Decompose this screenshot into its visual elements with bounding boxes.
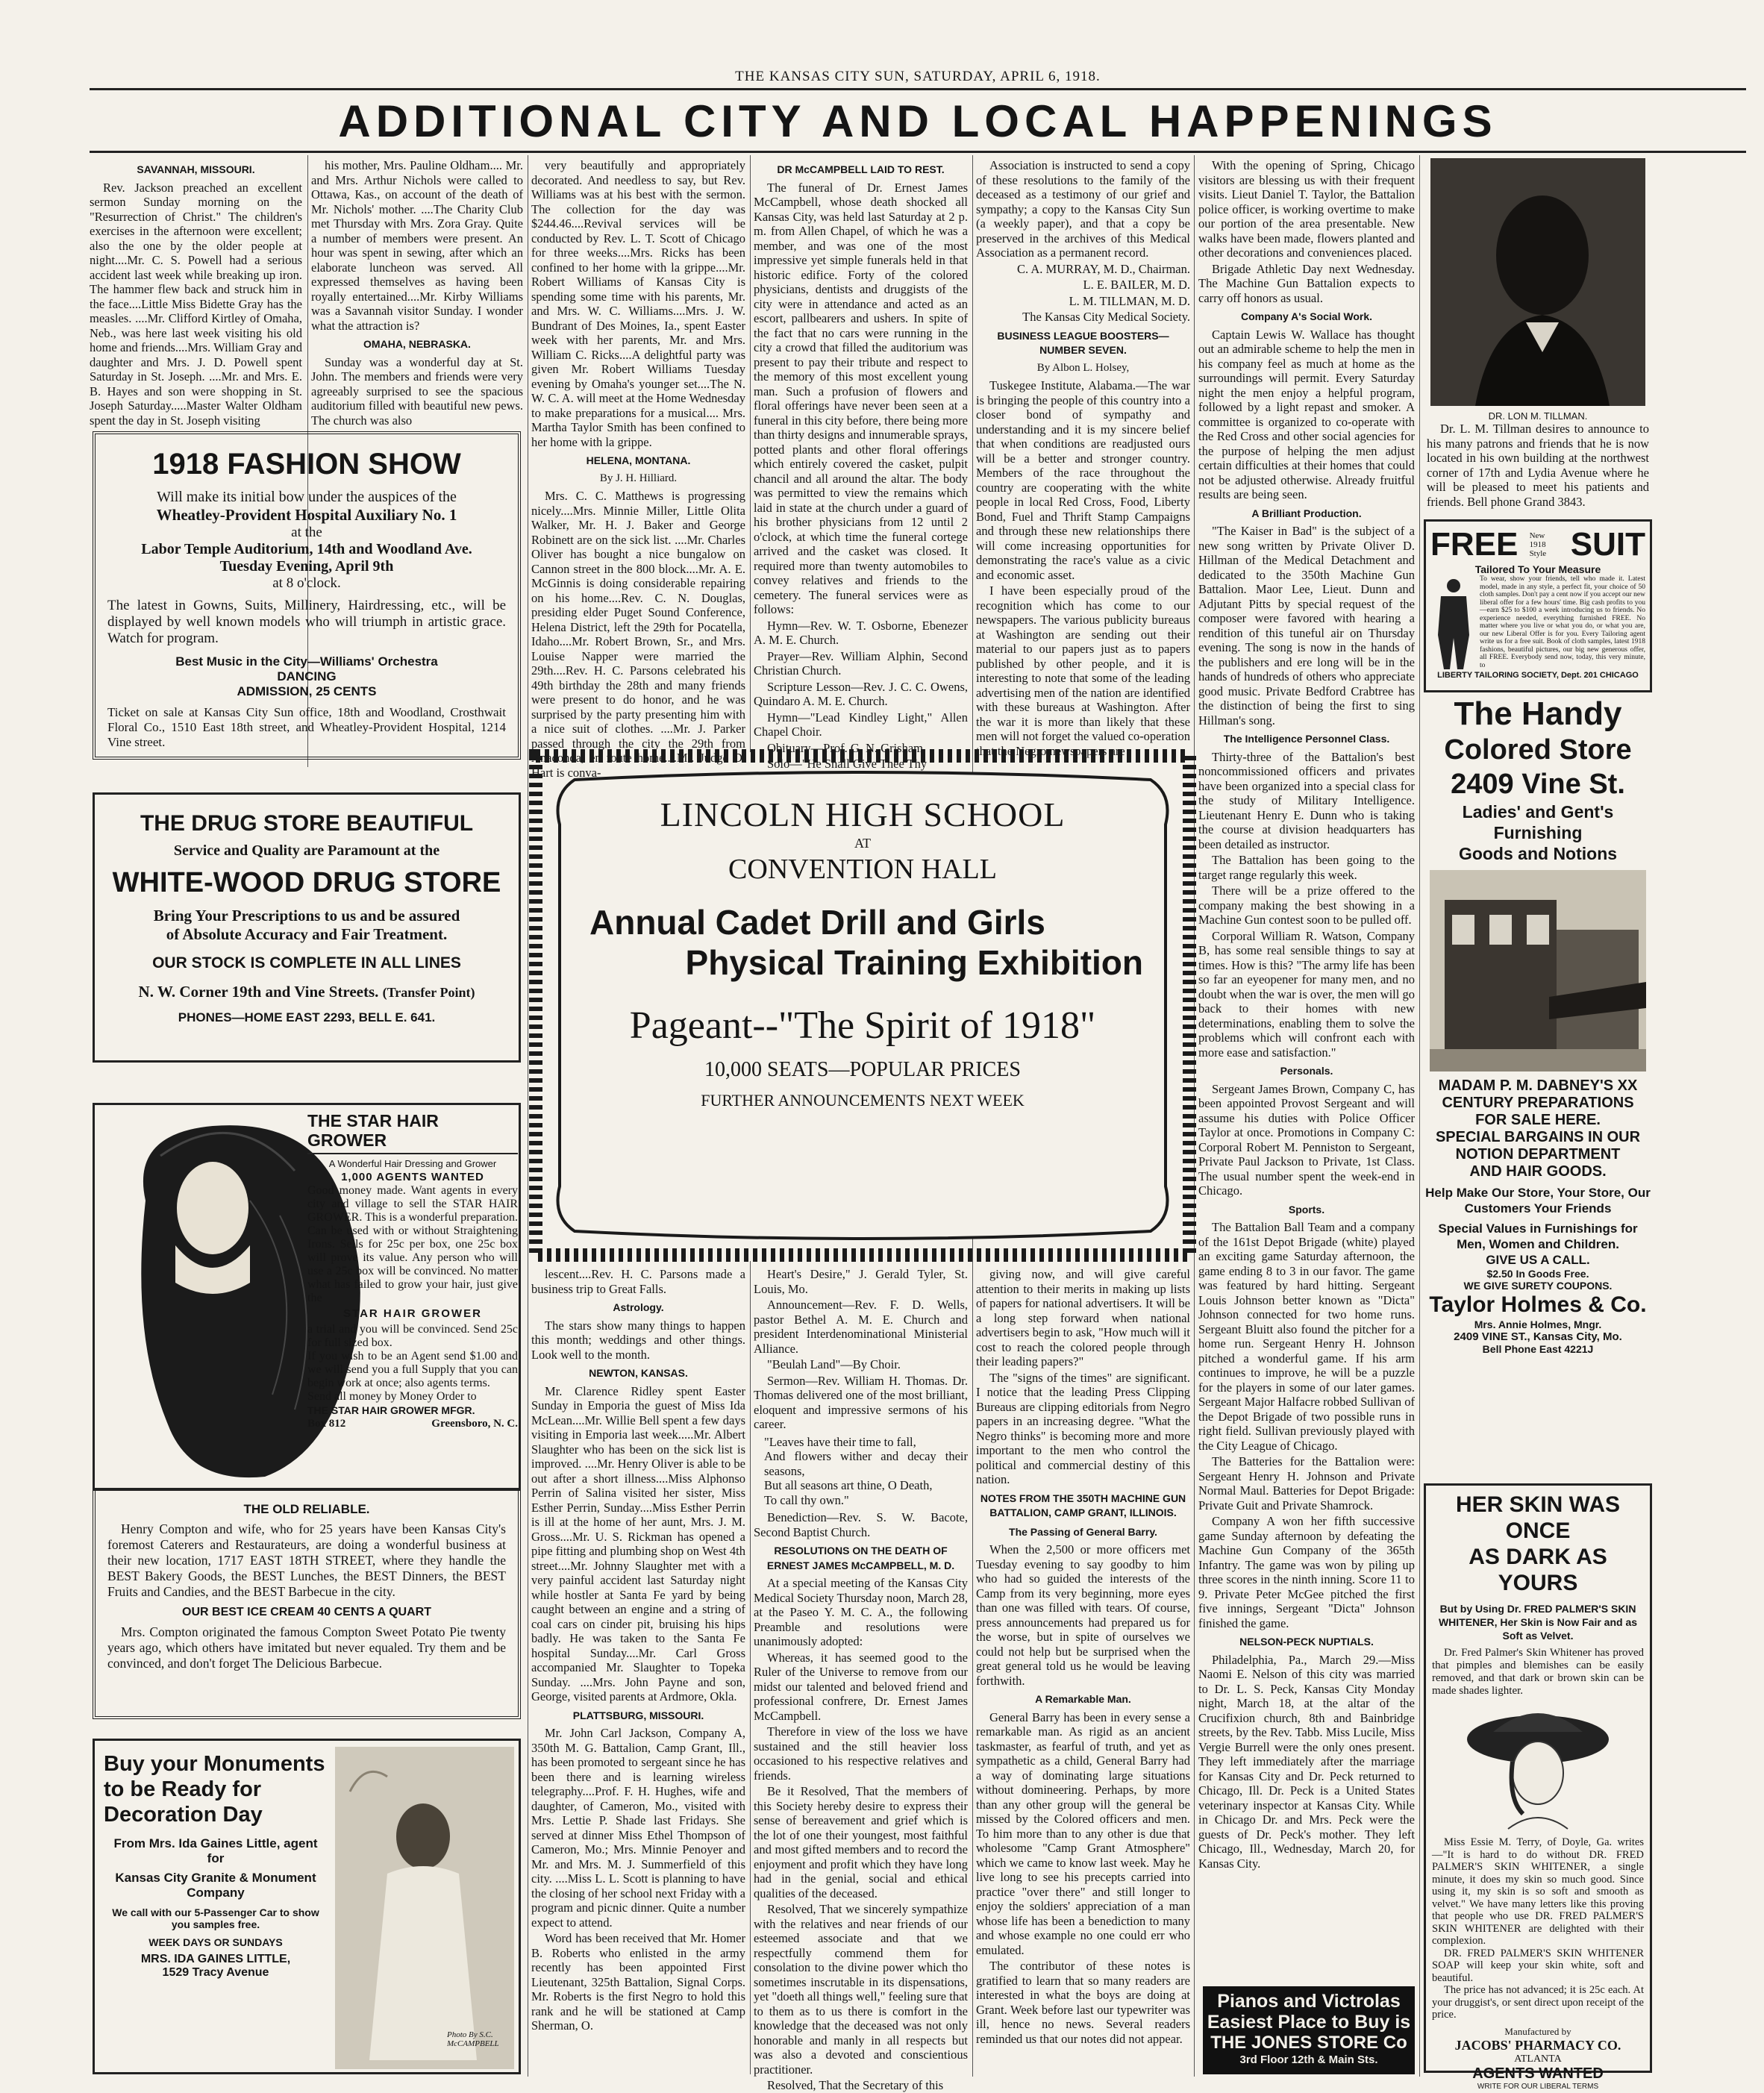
ad-line: 1,000 AGENTS WANTED (341, 1171, 484, 1183)
article-text: The "signs of the times" are significant. I notice that the leading Press Clipping Bureaus are clipping editorials from Negro papers in an increasing degree. "What the Negro thinks" is becoming more and more important to the men who control the political and commercial destiny of this nation. (976, 1370, 1190, 1486)
article-text: Benediction—Rev. S. W. Bacote, Second Baptist Church. (754, 1510, 968, 1539)
article-text: Sunday was a wonderful day at St. John. The members and friends were very agreeably surprised to see the spacious auditorium filled with beautiful new pews. The church was also (311, 354, 523, 428)
article-text: The Batteries for the Battalion were: Sergeant Henry H. Johnson and Private Normal Maul. Batteries for Depot Brigade: Private Guit and Private Shamrock. (1198, 1454, 1415, 1512)
dateline: THE KANSAS CITY SUN, SATURDAY, APRIL 6, 1918. (735, 69, 1101, 84)
article-headline: DR McCAMPBELL LAID TO REST. (777, 163, 945, 175)
article-text: Scripture Lesson—Rev. J. C. C. Owens, Quindaro A. M. E. Church. (754, 679, 968, 708)
article-text: Company A won her fifth successive game Sunday afternoon by defeating the Machine Gun Company of the 365th Infantry. The game was won by piling up three scores in the ninth inning. Score 11 to 9. Private Peter McGee pitched the first five innings, Sergeant "Dicta" Johnson finished the game. (1198, 1514, 1415, 1630)
article-text: Mr. Clarence Ridley spent Easter Sunday in Emporia the guest of Miss Ida McLean....Mr. Willie Bell spent a few days visiting in Emporia last week.....Mr. Albert Slaughter who has been on the sick list is improved. ....Mr. Henry Oliver is able to be out after a short illness....Miss Alphonso Perrin of Salina visited her sister, Miss Esther Perrin, Sunday....Miss Esther Perrin is ill at the home of her aunt, Mrs. J. M. Gross....Mr. U. S. Rickman has opened a pipe fitting and plumbing shop on West 4th street....Mr. Johnny Slaughter met with a very painful accident last Saturday night while hostler at Santa Fe yard by being caught between an engine and a string of coal cars on cinder pit, bruising his hips badly. He was taken to the Santa Fe hospital Sunday....Mr. Carl Gross accompanied Mr. Slaughter to Topeka Sunday. ....Mrs. John Payne and son, George, visited parents at Ardmore, Okla. (531, 1383, 745, 1704)
article-text: "The Kaiser in Bad" is the subject of a new song written by Private Oliver D. Hillman of the Medical Detachment and dedicated to the 350th Machine Gun Battalion. Maor Lee, Lieut. Dunn and Adjutant Pitts by special request of the composer were favored with hearing a rendition of this tuneful air on Thursday evening. The song is now in the hands of the publishers and ere long will be in the hands of hundreds of others who appreciate good music. Private Bedford Crabtree has the distinction of being the first to sing Hillman's song. (1198, 524, 1415, 728)
article-subhead: A Remarkable Man. (1035, 1693, 1131, 1705)
article-text: giving now, and will give careful attention to their merits in making up lists of papers for national advertisers. It will be a long step forward when national advertisers begin to ask, "How much will it cost to reach the colored people through their leading papers?" (976, 1267, 1190, 1368)
ad-text: Miss Essie M. Terry, of Doyle, Ga. writes—"It is hard to do without DR. FRED PALMER'S SKIN WHITENER, a single minute, it does my skin so much good. Since using it, my skin is so soft and smooth as velvet." We have many letters like this proving that people who use DR. FRED PALMER'S SKIN WHITENER are delighted with their complexion. (1432, 1836, 1644, 1947)
ad-line: GIVE US A CALL. (1486, 1253, 1590, 1267)
ad-line: We call with our 5-Passenger Car to show you samples free. (112, 1906, 319, 1930)
ad-line: WRITE FOR OUR LIBERAL TERMS (1477, 2082, 1599, 2091)
article-text: General Barry has been in every sense a remarkable man. As rigid as an ancient taskmaster, as fearful of truth, and yet as sympathetic as a child, General Barry had a way of dominating large situations without domineering. Perhaps, by more than any other group will the general be missed by the Colored officers and men. To him more than to any other is due that wholesome "Camp Grant Atmosphere" which we came to know last week. May he live long to see his precepts carried into practice "over there" and still longer to enjoy the soldiers' appreciation of a man whose life has been a benediction to many and whose example no one could err who emulated. (976, 1709, 1190, 1957)
ad-text: a trial and you will be convinced. Send 25c for full sized box. (307, 1323, 518, 1349)
page-banner: ADDITIONAL CITY AND LOCAL HAPPENINGS (338, 96, 1498, 146)
ad-text: To wear, show your friends, tell who made it. Latest model, made in any style, a perfect fit, your choice of 50 cloth samples. Don't pay a cent now if you accept our new liberal offer for a few hours' time. Big cash profits to you—earn $25 to $100 a week introducing us to friends. No experience needed, everything furnished FREE. No matter where you live or what you do, or what you are, our new Liberal Offer is for you. Every Tailoring agent write us for a free suit. Book of cloth samples, latest 1918 fashions, beautiful pictures, our big new generous offer, all FREE. Everybody send now, today, this very minute, to (1480, 575, 1645, 669)
article-text: The funeral of Dr. Ernest James McCampbell, whose death shocked all Kansas City, was held last Saturday at 2 p. m. from Allen Chapel, of which he was a member, and was one of the most impressive yet simple funerals held in that historic edifice. Forty of the colored physicians, dentists and druggists of the city were in attendance and acted as an escort, pallbearers and ushers. In spite of the fact that no cars were running in the city a crowd that filled the auditorium was present to pay their tribute and respect to the memory of this most excellent young man. Such a profusion of flowers and floral offerings have never been seen at a funeral in this city before, there being more than thirty designs and innumerable sprays, potted plants and other floral offerings which entirely covered the casket, pulpit chancil and all around the altar. The body was permitted to view the remains which laid in state at the church under a guard of his brother physicians from 12 until 2 o'clock, at which time the funeral cortege arrived and the casket was closed. It required more than twenty automobiles to convey relatives and friends to the cemetery. The funeral services were as follows: (754, 180, 968, 616)
ad-line: Ladies' and Gent's Furnishing (1462, 802, 1614, 842)
column-divider (750, 1261, 751, 2074)
ad-line: MADAM P. M. DABNEY'S XX (1438, 1077, 1638, 1094)
article-text: Sergeant James Brown, Company C, has been appointed Provost Sergeant and will assume his duties with Police Officer Taylor at once. Promotions in Company C: Corporal Robert M. Penniston to Sergeant, Private Paul Jackson to Private, 1st Class. The usual number spent the week-end in Chicago. (1198, 1081, 1415, 1198)
tillman-portrait (1430, 158, 1645, 406)
ad-line: (Transfer Point) (382, 985, 475, 1000)
ad-line: NOTION DEPARTMENT (1455, 1146, 1621, 1163)
article-subhead: Astrology. (613, 1301, 664, 1313)
article-text: The stars show many things to happen this month; weddings and other things. Look well to the month. (531, 1318, 745, 1362)
monument-ad-copy (104, 1751, 328, 2068)
signature: L. M. TILLMAN, M. D. (1069, 293, 1190, 308)
ad-line: LIBERTY TAILORING SOCIETY, Dept. 201 CHICAGO (1437, 671, 1639, 680)
article-text: Prayer—Rev. William Alphin, Second Christian Church. (754, 648, 968, 678)
article-text: Captain Lewis W. Wallace has thought out an admirable scheme to help the men in his company feel as much at home as the surroundings will permit. Every Saturday night the men enjoy a helpful program, followed by a light repast and smoker. A committee is organized to co-operate with the Red Cross and other social agencies for the purpose of helping the men adjust certain difficulties at their homes that could not be adjusted otherwise. Already fruitful results are being seen. (1198, 327, 1415, 501)
ad-line: AS DARK AS YOURS (1469, 1545, 1607, 1595)
ad-text: Mrs. Compton originated the famous Compton Sweet Potato Pie twenty years ago, which others have imitated but never equaled. Try them and be convinced, and don't forget The Delicious Barbecue. (107, 1624, 506, 1671)
article-headline: RESOLUTIONS ON THE DEATH OF ERNEST JAMES McCAMPBELL, M. D. (766, 1545, 955, 1571)
ad-title: THE STAR HAIR GROWER (307, 1111, 439, 1150)
ad-lincoln-high-school (530, 750, 1195, 1261)
ad-line: at the (291, 525, 322, 540)
article-text: Heart's Desire," J. Gerald Tyler, St. Louis, Mo. (754, 1267, 968, 1296)
article-text: At a special meeting of the Kansas City Medical Society Thursday noon, March 28, at the Paseo Y. M. C. A., the following Preamble and resolutions were unanimously adopted: (754, 1576, 969, 1648)
ad-line: A Wonderful Hair Dressing and Grower (328, 1158, 497, 1169)
suited-man-illustration (1430, 575, 1477, 671)
ad-text: Dr. Fred Palmer's Skin Whitener has proved that pimples and blemishes can be easily removed, and that dark or brown skin can be made shades lighter. (1432, 1647, 1644, 1697)
article-subhead: The Intelligence Personnel Class. (1223, 733, 1390, 745)
article-resolutions (754, 1267, 969, 2092)
ad-text: DR. FRED PALMER'S SKIN WHITENER SOAP will keep your skin white, soft and beautiful. (1432, 1947, 1644, 1984)
ad-line: of Absolute Accuracy and Fair Treatment. (166, 925, 448, 943)
ad-text: The price has not advanced; it is 25c each. At your druggist's, or sent direct upon receipt of the price. (1432, 1984, 1644, 2021)
ad-text: Henry Compton and wife, who for 25 years have been Kansas City's foremost Caterers and Restaurateurs, are doing a wonderful business at their new location, 1717 EAST 18TH STREET, where they handle the BEST Bakery Goods, the BEST Lunches, the BEST Dinners, the BEST Fruits and Candies, and the BEST Barbecue in the city. (107, 1521, 506, 1599)
ad-line: AND HAIR GOODS. (1469, 1163, 1607, 1180)
article-text: There will be a prize offered to the company making the best showing in a Machine Gun contest soon to be pulled off. (1198, 883, 1415, 927)
article-camp-grant-notes (1198, 158, 1415, 2076)
column-divider (750, 155, 751, 752)
ad-line: 2409 Vine St. (1451, 769, 1625, 800)
article-text: Mrs. C. C. Matthews is progressing nicely....Mrs. Minnie Miller, Little Olita Walker, Mr. H. J. Baker and George Robinett are on the sick list. ....Mr. Charles Oliver has bought a nice bungalow on Cannon street in the 800 block....Mr. A. E. McGinnis is doing considerable repairing on his home....Rev. C. N. Douglas, presiding elder Puget Sound Conference, Helena District, left the 29th for Pocatella, Idaho....Mr. Robert Brown, Sr., and Mrs. Louise Napper were married the 29th....Rev. H. C. Parsons celebrated his 49th birthday the 28th and many friends were present to do honor, and he was surprised by the party presenting him with a nice suit of clothes. ....Mr. J. Parker passed through the city the 29th from Anaconda, en route home....Mr. Judge D. Hart is conva- (531, 489, 745, 780)
poem-line: "Leaves have their time to fall, (764, 1434, 916, 1449)
signature: L. E. BAILER, M. D. (1083, 278, 1190, 292)
article-text: With the opening of Spring, Chicago visitors are blessing us with their frequent visits. Lieut Daniel T. Taylor, the Battalion police officer, is working overtime to make our portion of the area presentable. New walks have been made, flowers planted and other decorations and conveniences placed. (1198, 158, 1415, 260)
article-text: his mother, Mrs. Pauline Oldham.... Mr. and Mrs. Arthur Nichols were called to Ottawa, Kas., on account of the death of Mr. Nichols' mother. ....The Charity Club met Thursday with Mrs. Zora Gray. Quite a number of members were present. An hour was spent in sewing, after which an elaborate luncheon was served. All expressed themselves as having been royally entertained....Mr. Kirby Williams was a Savannah visitor Sunday. I wonder what the attraction is? (311, 158, 523, 333)
article-headline: NOTES FROM THE 350TH MACHINE GUN BATTALION, CAMP GRANT, ILLINOIS. (980, 1492, 1186, 1518)
ad-line: Kansas City Granite & Monument Company (115, 1871, 316, 1900)
ad-text: If you wish to be an Agent send $1.00 and we will send you a full Supply that you can begin work at once; also agents terms. (307, 1350, 518, 1389)
article-headline: SAVANNAH, MISSOURI. (137, 163, 255, 175)
ad-line: FURTHER ANNOUNCEMENTS NEXT WEEK (701, 1091, 1025, 1110)
signature: C. A. MURRAY, M. D., Chairman. (1017, 261, 1190, 276)
ad-line: THE JONES STORE Co (1210, 2033, 1407, 2053)
ad-drug-store (93, 792, 521, 1063)
ad-line: Wheatley-Provident Hospital Auxiliary No. 1 (156, 506, 457, 524)
article-subhead: The Passing of General Barry. (1009, 1525, 1157, 1538)
article-text: Announcement—Rev. F. D. Wells, pastor Bethel A. M. E. Church and president Interdenominational Ministerial Alliance. (754, 1298, 968, 1356)
article-text: Philadelphia, Pa., March 29.—Miss Naomi E. Nelson of this city was married to Dr. L. S. Peck, Kansas City Monday night, March 18, at the altar of the Crucifixion church, 8th and Bainbridge streets, by the Rev. Tabb. Miss Lucile, Miss Vergie Burrell were the only ones present. They left immediately after the marriage for Kansas City and Dr. Peck returned to Chicago, Ill. Dr. Peck is a United States veterinary inspector at Kansas City. While in Chicago Dr. and Mrs. Peck were the guests of Dr. Peck's mother. They left Chicago, Ill., Wednesday, March 20, for Kansas City. (1198, 1652, 1415, 1871)
ad-line: OUR BEST ICE CREAM 40 CENTS A QUART (182, 1606, 431, 1618)
article-text: I have been especially proud of the recognition which has come to our newspapers. The various publicity bureaus at Washington are sending out their material to our papers just as to papers published by other people, and it is interesting to note that some of the leading advertising men of the nation are identified with these bureaus at Washington. After the war it is more than likely that these men will not forget the valued co-operation that the Negro newspapers are (976, 584, 1190, 758)
ad-line: SPECIAL BARGAINS IN OUR (1435, 1129, 1641, 1145)
ad-skin-whitener (1424, 1483, 1652, 2091)
ad-handy-colored-store (1424, 695, 1652, 1479)
ad-line: New 1918 Style (1529, 531, 1547, 558)
article-text: Be it Resolved, That the members of this Society hereby desire to express their sense of bereavement and grief which is the lot of one their youngest, most faithful and most gifted members and to record the enjoyment and profit which they have long had in the genial, social and ethical qualities of the deceased. (754, 1784, 968, 1900)
ad-line: CONVENTION HALL (728, 854, 997, 885)
article-text: Mr. John Carl Jackson, Company A, 350th M. G. Battalion, Camp Grant, Ill., has been promoted to sergeant since he has been there and is learning wireless telegraphy....Prof. F. H. Hughes, wife and daughter, of Cameron, Mo., visited with Mrs. Lettie P. Shade last Fridays. She served at dinner Miss Ethel Thompson of Cameron, Mo.; Mrs. Minnie Penoyer and Mr. and Mrs. M. J. Summerfield of this city. ....Miss L. L. Scott is planning to have the closing of her school next Friday with a program and picnic dinner. Quite a number expect to attend. (531, 1726, 745, 1930)
ad-old-reliable (93, 1488, 521, 1719)
ad-title: LINCOLN HIGH SCHOOL (660, 795, 1066, 833)
ad-line: ADMISSION, 25 CENTS (237, 684, 377, 698)
ad-free-suit (1424, 519, 1652, 692)
article-savannah (90, 158, 302, 428)
article-text: Association is instructed to send a copy of these resolutions to the family of the deceased as a testimony of our grief and sympathy; a copy to the Kansas City Sun (a weekly paper), and that a copy be preserved in the archives of this Medical Association as a permanent record. (976, 158, 1190, 260)
poem-line: But all seasons art thine, O Death, (764, 1478, 933, 1492)
ad-line: Bring Your Prescriptions to us and be assured (153, 907, 460, 925)
ad-line: FOR SALE HERE. (1475, 1112, 1601, 1128)
article-headline: PLATTSBURG, MISSOURI. (572, 1709, 704, 1721)
tillman-notice (1427, 158, 1649, 509)
ad-line: Greensboro, N. C. (431, 1418, 518, 1430)
banner-rule (90, 151, 1746, 153)
article-headline: BUSINESS LEAGUE BOOSTERS—NUMBER SEVEN. (997, 329, 1169, 356)
ad-title: Buy your Monuments to be Ready for Decoration Day (104, 1752, 325, 1827)
article-subhead: Personals. (1280, 1065, 1333, 1077)
ad-line: Service and Quality are Paramount at the (173, 842, 440, 859)
ad-line: Manufactured by (1504, 2025, 1571, 2037)
article-text: Whereas, it has seemed good to the Ruler of the Universe to remove from our midst our talented and beloved friend and professional confrere, Dr. Ernest James McCampbell. (754, 1650, 968, 1723)
ad-text: The latest in Gowns, Suits, Millinery, Hairdressing, etc., will be displayed by well known models who will triumph in artistic grace. Watch for program. (107, 598, 506, 646)
article-text: When the 2,500 or more officers met Tuesday evening to say goodby to him who had so guided the interests of the Camp from its very beginning, more eyes than one was filled with tears. Of course, press announcements had prepared us for the worse, but in spite of ourselves we could not help but be surprised when the great general told us he would be leaving forthwith. (976, 1542, 1190, 1688)
photo-credit: Photo By S.C. McCAMPBELL (447, 2030, 499, 2048)
article-text: lescent....Rev. H. C. Parsons made a business trip to Great Falls. (531, 1267, 745, 1296)
ad-text: Good money made. Want agents in every city and village to sell the STAR HAIR GROWER. This is a wonderful preparation. Can be used with or without Straightening Irons. Sells for 25c per box, one 25c box will prove its value. Any person who will use a 25c box will be convinced. No matter what has failed to grow your hair, just give the (307, 1184, 518, 1304)
ad-line: But by Using Dr. FRED PALMER'S SKIN WHITENER, Her Skin is Now Fair and as Soft as Velvet. (1438, 1603, 1638, 1642)
ad-title: THE OLD RELIABLE. (243, 1502, 370, 1516)
ad-line: Tailored To Your Measure (1474, 563, 1601, 575)
ad-pianos-victrolas (1203, 1986, 1415, 2074)
ad-line: Physical Training Exhibition (685, 943, 1143, 982)
ad-title: FREE (1430, 526, 1519, 563)
ad-title: HER SKIN WAS ONCE (1455, 1492, 1621, 1543)
article-subhead: A Brilliant Production. (1251, 507, 1362, 519)
lincoln-ad-copy (575, 795, 1151, 1220)
ad-line: 10,000 SEATS—POPULAR PRICES (704, 1058, 1021, 1081)
ad-line: WE GIVE SURETY COUPONS. (1463, 1280, 1613, 1292)
ad-line: CENTURY PREPARATIONS (1442, 1095, 1634, 1111)
article-mccampbell-funeral (754, 158, 968, 771)
ad-monuments (93, 1739, 521, 2074)
article-text: Corporal William R. Watson, Company B, has some real sensible things to say at times. How is this? "The army life has been so far an eyeopener for many men, and no doubt when the war is over, the men will go back to their homes with new determinations, enabling them to solve the problems which will confront each with more ease and satisfaction." (1198, 928, 1415, 1060)
article-text: Solo—"He Shall Give Thee Thy (767, 757, 928, 771)
article-headline: OMAHA, NEBRASKA. (363, 338, 471, 350)
ad-title: SUIT (1570, 526, 1645, 563)
article-subhead: Sports. (1288, 1203, 1325, 1216)
ad-line: Annual Cadet Drill and Girls (589, 903, 1045, 942)
article-byline: By Albon L. Holsey, (1036, 361, 1130, 374)
masthead-rule (90, 88, 1746, 90)
ad-line: WEEK DAYS OR SUNDAYS (148, 1936, 283, 1948)
hair-ad-copy (307, 1111, 518, 1488)
article-text: The contributor of these notes is gratified to learn that so many readers are interested in what the boys are doing at Grant. Week before last our typewriter was ill, hence no news. Several readers reminded us that our notes did not appear. (976, 1959, 1190, 2046)
article-text: Resolved, That we sincerely sympathize with the relatives and near friends of our esteemed associate and that we respectfully commend them for consolation to the divine power which tho sometimes inscrutable in its dispensations, yet "doeth all things well," feeling sure that to them as to us there is comfort in the knowledge that the deceased was not only honorable and manly in all respects but was also a devoted and conscientious practitioner. (754, 1902, 968, 2077)
article-text: Hymn—Rev. W. T. Osborne, Ebenezer A. M. E. Church. (754, 618, 968, 647)
article-text: The Battalion Ball Team and a company of the 161st Depot Brigade (white) played an exciting game Saturday afternoon, the game ending 8 to 3 in our favor. The game was featured by hard hitting. Sergeant Louis Johnson better known as "Dicta" Johnson connected for two home runs. Sergeant Bluitt also found the pitcher for a home run. Sergeant Henry H. Johnson pitched a wonderful game. If his arm continues to improve, he will be a puzzle for the players in some of our later games. Sergeant Major Halfacre robbed Sullivan of the Depot Brigade of two possible runs in right field. Sullivan previously played with the City League of Chicago. (1198, 1220, 1415, 1453)
article-text: Thirty-three of the Battalion's best noncommissioned officers and privates have been organized into a special class for the study of Military Intelligence. Lieutenant Henry E. Dunn who is taking the course at division headquarters has been detailed as instructor. (1198, 749, 1415, 851)
ad-line: THE STAR HAIR GROWER MFGR. (307, 1404, 475, 1416)
ad-line: Special Values in Furnishings for Men, Women and Children. (1438, 1221, 1638, 1251)
article-savannah-continued (311, 158, 523, 428)
article-headline: NELSON-PECK NUPTIALS. (1239, 1636, 1374, 1648)
article-text: Sermon—Rev. William H. Thomas. Dr. Thomas delivered one of the most brilliant, eloquent and impressive sermons of his career. (754, 1373, 968, 1431)
ad-line: Taylor Holmes & Co. (1429, 1292, 1647, 1317)
article-text: Dr. L. M. Tillman desires to announce to his many patrons and friends that he is now located in his own building at the northwest corner of 17th and Lydia Avenue where he will be pleased to meet his patients and friends. Bell phone Grand 3843. (1427, 422, 1649, 509)
portrait-photo (335, 1747, 514, 2069)
ad-line: AT (854, 836, 871, 851)
ad-line: ATLANTA (1514, 2053, 1562, 2065)
ad-line: Box 812 (307, 1418, 346, 1430)
ad-title: The Handy (1454, 695, 1622, 732)
ad-line: DANCING (277, 669, 337, 683)
ad-line: PHONES—HOME EAST 2293, BELL E. 641. (178, 1010, 436, 1024)
ad-line: N. W. Corner 19th and Vine Streets. (138, 983, 379, 1001)
store-building-photo (1430, 870, 1646, 1071)
ad-line: Tuesday Evening, April 9th (219, 558, 394, 575)
ad-line: STAR HAIR GROWER (343, 1307, 482, 1320)
ad-title: 1918 FASHION SHOW (152, 448, 461, 481)
ad-line: OUR STOCK IS COMPLETE IN ALL LINES (152, 954, 461, 972)
ad-line: Colored Store (1444, 734, 1632, 766)
ad-line: AGENTS WANTED (1472, 2065, 1604, 2082)
article-text: very beautifully and appropriately decorated. And needless to say, but Rev. Williams was at his best with the sermon. The collection for the day was $244.46....Revival services will be conducted by Rev. L. T. Scott of Chicago for three weeks....Mrs. Ricks has been confined to her home with la grippe....Mr. Robert Williams of Kansas City is spending some time with his parents, Mr. and Mrs. W. C. Williams....Mrs. J. W. Bundrant of Des Moines, Ia., spent Easter week with her parents, Mr. and Mrs. William C. Ricks....A delightful party was given Mr. Robert Williams Tuesday evening by Omaha's younger set....The N. W. C. A. will meet at the Home Wednesday to make preparations for a musical.... Mrs. Martha Taylor Smith has been confined to her home with la grippe. (531, 158, 745, 449)
article-text: "Beulah Land"—By Choir. (767, 1357, 901, 1371)
article-text: Resolved, That the Secretary of this (767, 2078, 944, 2092)
photo-caption: DR. LON M. TILLMAN. (1488, 410, 1588, 422)
ad-line: Best Music in the City—Williams' Orchestra (175, 654, 438, 669)
ad-line: JACOBS' PHARMACY CO. (1454, 2037, 1621, 2053)
article-general-barry (976, 1267, 1190, 2073)
ad-line: 2409 VINE ST., Kansas City, Mo. (1454, 1330, 1622, 1343)
ad-line: Pageant--"The Spirit of 1918" (629, 1004, 1096, 1047)
poem-line: To call thy own." (764, 1492, 849, 1507)
ad-line: Goods and Notions (1458, 844, 1618, 863)
poem-line: And flowers wither and decay their seasons, (764, 1449, 968, 1478)
article-headline: NEWTON, KANSAS. (589, 1367, 688, 1379)
ad-title: Pianos and Victrolas (1217, 1991, 1401, 2012)
article-text: Rev. Jackson preached an excellent sermon Sunday morning on the "Resurrection of Christ." The children's exercises in the afternoon were excellent; also the one by the older people at night....Mr. C. S. Powell had a serious accident last week while breaking up iron. The hammer flew back and struck him in the face....Little Miss Bidette Gray has the measles. ....Mr. Clifford Kirtley of Omaha, Neb., was here last week visiting his old home and friends....Mrs. William Gray and daughter and Mrs. J. D. Powell spent Saturday in St. Joseph. ....Mr. and Mrs. E. B. Hayes and son were shopping in St. Joseph Saturday.....Master Walter Oldham spent the day in St. Joseph visiting (90, 180, 302, 428)
article-text: Obituary—Prof. G. N. Grisham. (767, 740, 927, 755)
article-omaha-helena (531, 158, 745, 780)
ad-text: Send all money by Money Order to (307, 1390, 477, 1403)
ad-line: Mrs. Annie Holmes, Mngr. (1474, 1318, 1602, 1330)
article-byline: By J. H. Hilliard. (599, 472, 678, 484)
ad-line: 3rd Floor 12th & Main Sts. (1239, 2053, 1378, 2066)
woman-in-hat-illustration (1463, 1702, 1613, 1836)
column-divider (1419, 155, 1420, 2077)
ad-line: MRS. IDA GAINES LITTLE, (140, 1953, 291, 1965)
article-text: Tuskegee Institute, Alabama.—The war is bringing the people of this country into a closer bond of sympathy and understanding and it is my sincere belief that when conditions are readjusted ours will be a better and stronger country. Members of the race throughout the country are cooperating with the white people in local Red Cross, Food, Liberty Bond, Fuel and Thrift Stamp Campaigns and through these new relationships there will come increasing opportunities for demonstrating the race's value as a civic and economic asset. (976, 378, 1190, 582)
ad-title: THE DRUG STORE BEAUTIFUL (140, 811, 474, 836)
article-headline: HELENA, MONTANA. (586, 454, 691, 466)
article-text: The Battalion has been going to the target range regularly this week. (1198, 853, 1415, 882)
signature: The Kansas City Medical Society. (1022, 310, 1190, 324)
ad-star-hair-grower (93, 1103, 521, 1491)
ad-line: From Mrs. Ida Gaines Little, agent for (113, 1836, 318, 1865)
article-newton-plattsburg (531, 1267, 745, 2073)
ad-line: Easiest Place to Buy is (1207, 2012, 1411, 2033)
ad-line: 1529 Tracy Avenue (162, 1966, 269, 1979)
article-text: Brigade Athletic Day next Wednesday. The Machine Gun Battalion expects to carry off honors as usual. (1198, 261, 1415, 305)
ad-line: Labor Temple Auditorium, 14th and Woodland Ave. (141, 541, 472, 557)
article-business-league (976, 158, 1190, 758)
ad-fashion-show (93, 431, 521, 760)
ad-text: Ticket on sale at Kansas City Sun office, 18th and Woodland, Crosthwait Floral Co., 1510 East 18th street, and Wheatley-Provident Hospital, 1214 Vine street. (107, 705, 506, 749)
ad-line: $2.50 In Goods Free. (1486, 1268, 1589, 1280)
ad-line: Help Make Our Store, Your Store, Our Customers Your Friends (1425, 1186, 1651, 1216)
article-text: Therefore in view of the loss we have sustained and the still heavier loss occasioned to his respective relatives and friends. (754, 1724, 968, 1783)
article-subhead: Company A's Social Work. (1240, 310, 1373, 322)
ad-line: Bell Phone East 4221J (1482, 1343, 1594, 1355)
article-text: Hymn—"Lead Kindley Light," Allen Chapel Choir. (754, 710, 968, 739)
article-text: Word has been received that Mr. Homer B. Roberts who enlisted in the army recently has been appointed First Lieutenant, 325th Battalion, Signal Corps. Mr. Roberts is the first Negro to hold this rank and he will be stationed at Camp Sherman, O. (531, 1931, 745, 2033)
ad-line: WHITE-WOOD DRUG STORE (112, 867, 501, 898)
ad-line: Will make its initial bow under the auspices of the (157, 489, 457, 505)
ad-line: at 8 o'clock. (272, 575, 341, 591)
